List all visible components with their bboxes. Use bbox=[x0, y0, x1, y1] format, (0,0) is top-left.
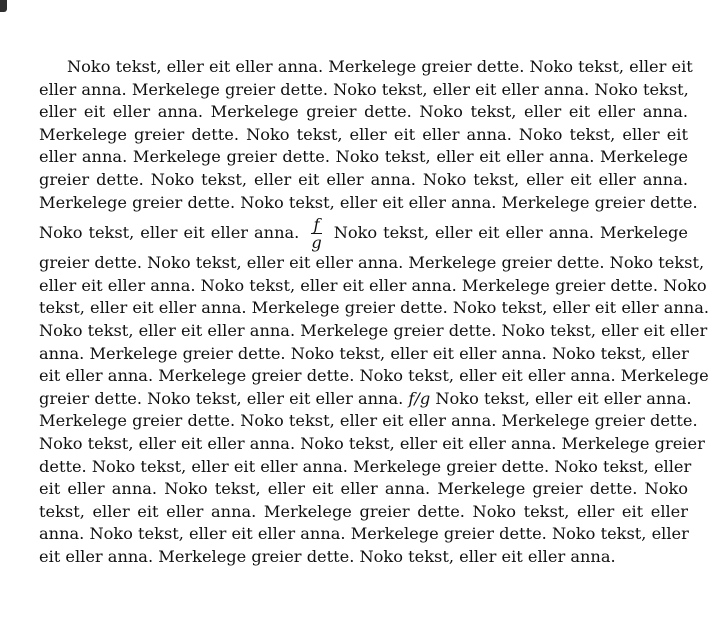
text-line: tekst, eller eit eller anna. Merkelege greier dette. Noko tekst, eller eit eller bbox=[39, 501, 688, 521]
text-line: Merkelege greier dette. Noko tekst, eller eit eller anna. Merkelege greier dette. bbox=[39, 192, 698, 212]
text-line: greier dette. Noko tekst, eller eit eller anna. Merkelege greier dette. Noko tekst, bbox=[39, 253, 705, 273]
text-line-with-fraction bbox=[39, 214, 688, 252]
text-line: greier dette. Noko tekst, eller eit eller anna. Noko tekst, eller eit eller anna. bbox=[39, 169, 688, 189]
text-line: eit eller anna. Noko tekst, eller eit eller anna. Merkelege greier dette. Noko bbox=[39, 479, 688, 499]
text-line-last: eit eller anna. Merkelege greier dette. Noko tekst, eller eit eller anna. bbox=[39, 546, 616, 566]
text-line-with-inline-math bbox=[39, 388, 692, 411]
text-segment: Noko tekst, eller eit eller anna. bbox=[39, 223, 300, 243]
text-line: Noko tekst, eller eit eller anna. Merkelege greier dette. Noko tekst, eller eit bbox=[67, 57, 693, 76]
text-line: Noko tekst, eller eit eller anna. Merkelege greier dette. Noko tekst, eller eit eller bbox=[39, 320, 708, 340]
text-line: eit eller anna. Merkelege greier dette. Noko tekst, eller eit eller anna. Merkelege bbox=[39, 366, 709, 386]
text-line: Merkelege greier dette. Noko tekst, eller eit eller anna. Merkelege greier dette. bbox=[39, 411, 698, 431]
corner-mark bbox=[0, 0, 7, 12]
text-segment: greier dette. Noko tekst, eller eit eller anna. bbox=[39, 388, 404, 408]
text-line: eller eit eller anna. Noko tekst, eller eit eller anna. Merkelege greier dette. Noko bbox=[39, 275, 707, 295]
text-line: Merkelege greier dette. Noko tekst, eller eit eller anna. Noko tekst, eller eit bbox=[39, 124, 688, 144]
text-line: dette. Noko tekst, eller eit eller anna. Merkelege greier dette. Noko tekst, eller bbox=[39, 456, 692, 476]
text-segment: Noko tekst, eller eit eller anna. bbox=[435, 388, 692, 408]
text-segment: Noko tekst, eller eit eller anna. Merkelege bbox=[333, 223, 688, 243]
text-line: anna. Merkelege greier dette. Noko tekst, eller eit eller anna. Noko tekst, eller bbox=[39, 343, 689, 363]
body-paragraph bbox=[39, 56, 710, 568]
text-line: tekst, eller eit eller anna. Merkelege greier dette. Noko tekst, eller eit eller anna. bbox=[39, 298, 710, 318]
fraction-denominator: g bbox=[311, 233, 322, 253]
fraction-f-over-g bbox=[311, 215, 322, 253]
text-line: eller eit eller anna. Merkelege greier dette. Noko tekst, eller eit eller anna. bbox=[39, 102, 688, 122]
fraction-numerator: f bbox=[311, 217, 321, 234]
text-line: Noko tekst, eller eit eller anna. Noko tekst, eller eit eller anna. Merkelege greier bbox=[39, 433, 705, 453]
text-line: eller anna. Merkelege greier dette. Noko tekst, eller eit eller anna. Noko tekst, bbox=[39, 79, 689, 99]
inline-math-f-slash-g: f/g bbox=[408, 388, 431, 408]
text-line: anna. Noko tekst, eller eit eller anna. Merkelege greier dette. Noko tekst, eller bbox=[39, 524, 689, 544]
text-line: eller anna. Merkelege greier dette. Noko tekst, eller eit eller anna. Merkelege bbox=[39, 147, 688, 167]
